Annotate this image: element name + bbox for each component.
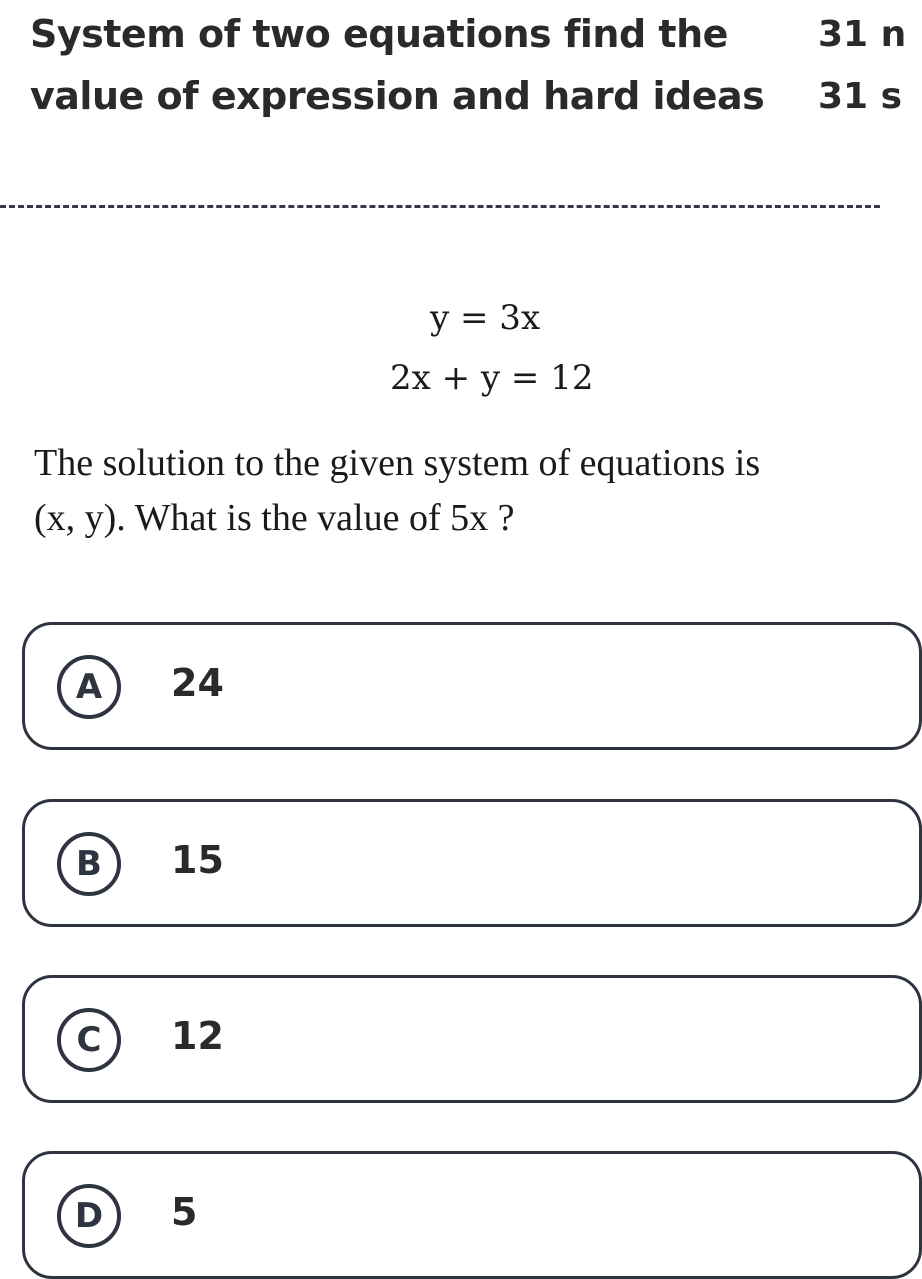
header-title-line-1: System of two equations find the xyxy=(30,12,728,56)
header-title-line-2: value of expression and hard ideas xyxy=(30,74,765,118)
choice-value-b: 15 xyxy=(171,838,224,882)
choice-value-d: 5 xyxy=(171,1190,198,1234)
answer-choice-a[interactable] xyxy=(22,622,922,750)
choice-letter-a: A xyxy=(57,655,121,719)
choice-value-c: 12 xyxy=(171,1014,224,1058)
answer-choice-b[interactable] xyxy=(22,799,922,927)
header-count-1: 31 n xyxy=(818,14,907,55)
question-text xyxy=(34,436,864,546)
equation-1: y = 3x xyxy=(430,298,541,338)
question-line-2: (x, y). What is the value of 5x ? xyxy=(34,497,515,539)
answer-choice-c[interactable] xyxy=(22,975,922,1103)
choice-letter-c: C xyxy=(57,1008,121,1072)
question-line-1: The solution to the given system of equations is xyxy=(34,442,761,484)
equation-2: 2x + y = 12 xyxy=(390,358,594,398)
choice-value-a: 24 xyxy=(171,661,224,705)
header-count-2: 31 s xyxy=(818,76,903,117)
answer-choice-d[interactable] xyxy=(22,1151,922,1279)
dashed-divider xyxy=(0,205,880,208)
choice-letter-b: B xyxy=(57,832,121,896)
choice-letter-d: D xyxy=(57,1184,121,1248)
